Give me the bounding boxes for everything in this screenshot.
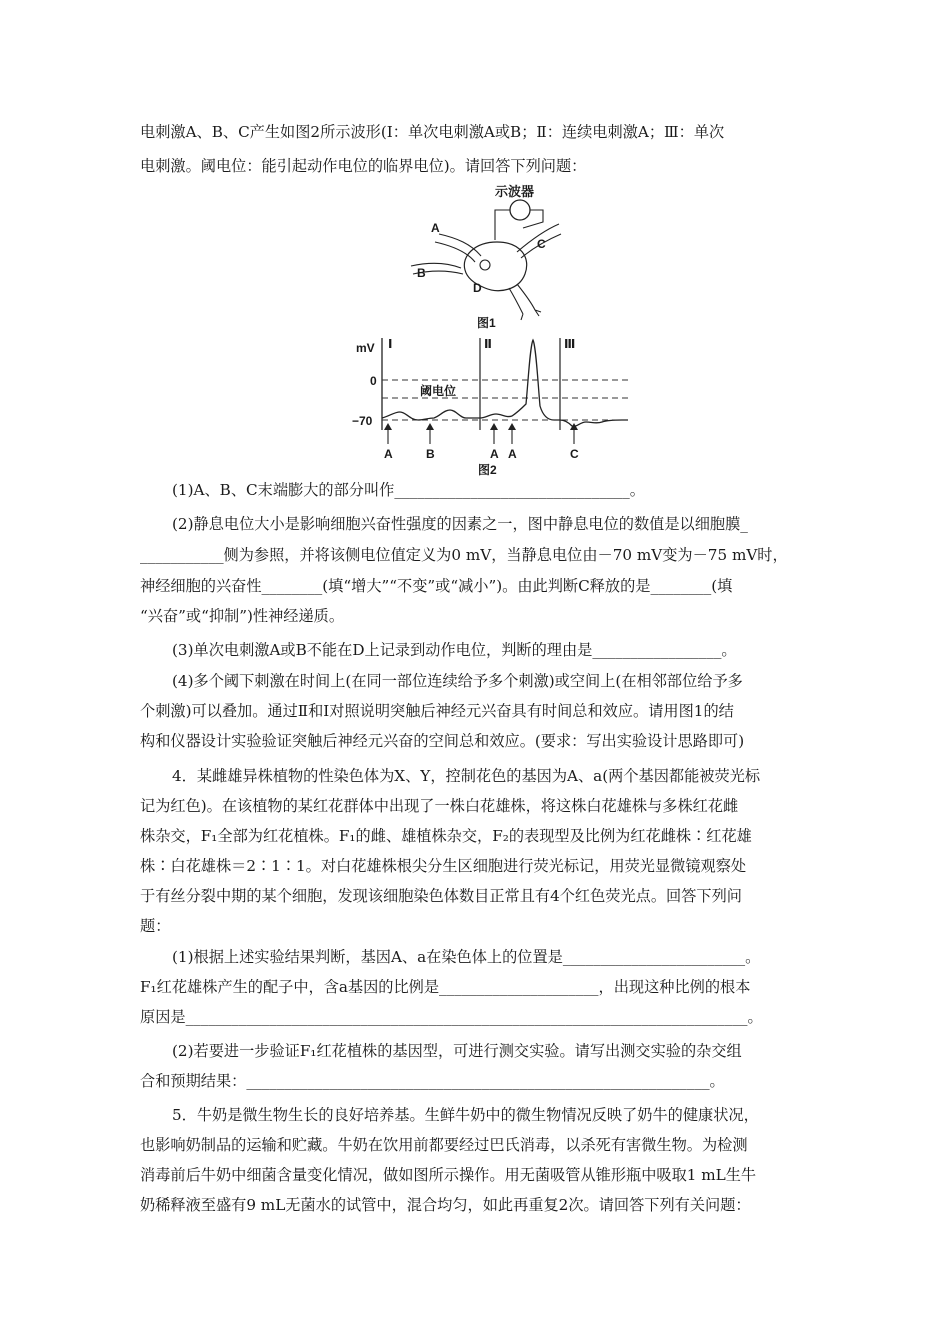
recording-electrode-tip <box>480 260 490 270</box>
stimulus-label-a1: A <box>384 447 393 461</box>
q3-part-4-line-2: 个刺激)可以叠加。通过Ⅱ和Ⅰ对照说明突触后神经元兴奋具有时间总和效应。请用图1的结 <box>140 702 734 720</box>
stimulus-arrow-a2 <box>490 423 498 444</box>
phase-1-label: Ⅰ <box>388 337 393 351</box>
q3-part-2-line-1: (2)静息电位大小是影响细胞兴奋性强度的因素之一，图中静息电位的数值是以细胞膜_ <box>172 515 748 533</box>
q4-stem-line-6: 题： <box>140 917 171 935</box>
stimulus-label-c: C <box>570 447 579 461</box>
q4-stem-line-2: 记为红色)。在该植物的某红花群体中出现了一株白花雄株，将这株白花雄株与多株红花雌 <box>140 797 739 815</box>
intro-line-2: 电刺激。阈电位：能引起动作电位的临界电位)。请回答下列问题： <box>140 157 587 175</box>
q4-part-2-line-1: (2)若要进一步验证F₁红花植株的基因型，可进行测交实验。请写出测交实验的杂交组 <box>172 1042 742 1060</box>
y-tick-0: 0 <box>370 374 377 388</box>
figure-2-potential-chart <box>350 334 640 476</box>
oscilloscope-label: 示波器 <box>495 184 535 199</box>
threshold-label: 阈电位 <box>420 384 457 398</box>
q5-stem-line-4: 奶稀释液至盛有9 mL无菌水的试管中，混合均匀，如此再重复2次。请回答下列有关问题： <box>140 1196 751 1214</box>
y-tick-minus-70: −70 <box>352 414 373 428</box>
y-axis-unit: mV <box>356 341 375 355</box>
stimulus-label-b: B <box>426 447 435 461</box>
label-c: C <box>537 237 546 251</box>
q5-stem-line-2: 也影响奶制品的运输和贮藏。牛奶在饮用前都要经过巴氏消毒，以杀死有害微生物。为检测 <box>140 1136 748 1154</box>
intro-line-1: 电刺激A、B、C产生如图2所示波形(Ⅰ：单次电刺激A或B；Ⅱ：连续电刺激A；Ⅲ：单次 <box>140 123 725 141</box>
stimulus-arrow-b <box>426 423 434 444</box>
q4-part-1-line-3: 原因是__________________________________________________________________________。 <box>140 1008 763 1026</box>
stimulus-arrow-a3 <box>508 423 516 444</box>
label-b: B <box>417 266 426 280</box>
q3-part-1: (1)A、B、C末端膨大的部分叫作_______________________________。 <box>172 481 645 499</box>
stimulus-label-a3: A <box>508 447 517 461</box>
q4-stem-line-5: 于有丝分裂中期的某个细胞，发现该细胞染色体数目正常且有4个红色荧光点。回答下列问 <box>140 887 742 905</box>
electrode-wire-2 <box>523 210 543 228</box>
axon-d <box>509 284 541 320</box>
q3-part-2-line-2: ___________侧为参照，并将该侧电位值定义为0 mV，当静息电位由－70 mV变为－75 mV时， <box>140 546 788 564</box>
q3-part-4-line-3: 构和仪器设计实验验证突触后神经元兴奋的空间总和效应。(要求：写出实验设计思路即可) <box>140 732 745 750</box>
q4-stem-line-3: 株杂交，F₁全部为红花植株。F₁的雌、雄植株杂交，F₂的表现型及比例为红花雌株∶红花雄 <box>140 827 752 845</box>
q3-part-4-line-1: (4)多个阈下刺激在时间上(在同一部位连续给予多个刺激)或空间上(在相邻部位给予多 <box>172 672 743 690</box>
q3-part-3: (3)单次电刺激A或B不能在D上记录到动作电位，判断的理由是_________________。 <box>172 641 737 659</box>
figure-2-caption: 图2 <box>478 463 497 476</box>
figure-1-caption: 图1 <box>477 316 496 330</box>
label-a: A <box>431 221 440 235</box>
q4-part-2-line-2: 合和预期结果：_____________________________________________________________。 <box>140 1072 725 1090</box>
q5-stem-line-1: 5．牛奶是微生物生长的良好培养基。生鲜牛奶中的微生物情况反映了奶牛的健康状况， <box>172 1106 759 1124</box>
phase-2-label: Ⅱ <box>484 337 492 351</box>
q3-part-2-line-3: 神经细胞的兴奋性________(填“增大”“不变”或“减小”)。由此判断C释放的是________(填 <box>140 577 733 595</box>
figure-1-neuron-diagram <box>405 182 565 332</box>
phase-3-label: Ⅲ <box>564 337 576 351</box>
oscilloscope-icon <box>510 200 530 220</box>
q4-stem-line-4: 株∶白花雄株＝2∶1∶1。对白花雄株根尖分生区细胞进行荧光标记，用荧光显微镜观察处 <box>140 857 747 875</box>
membrane-potential-trace <box>382 340 628 426</box>
q3-part-2-line-4: “兴奋”或“抑制”)性神经递质。 <box>140 607 345 625</box>
stimulus-label-a2: A <box>490 447 499 461</box>
electrode-wire-1 <box>495 210 510 240</box>
stimulus-arrow-a1 <box>384 423 392 444</box>
q5-stem-line-3: 消毒前后牛奶中细菌含量变化情况，做如图所示操作。用无菌吸管从锥形瓶中吸取1 mL生牛 <box>140 1166 757 1184</box>
label-d: D <box>473 281 482 295</box>
q4-part-1-line-2: F₁红花雄株产生的配子中，含a基因的比例是_____________________，出现这种比例的根本 <box>140 978 751 996</box>
q4-part-1-line-1: (1)根据上述实验结果判断，基因A、a在染色体上的位置是________________________。 <box>172 948 761 966</box>
q4-stem-line-1: 4．某雌雄异株植物的性染色体为X、Y，控制花色的基因为A、a(两个基因都能被荧光标 <box>172 767 761 785</box>
